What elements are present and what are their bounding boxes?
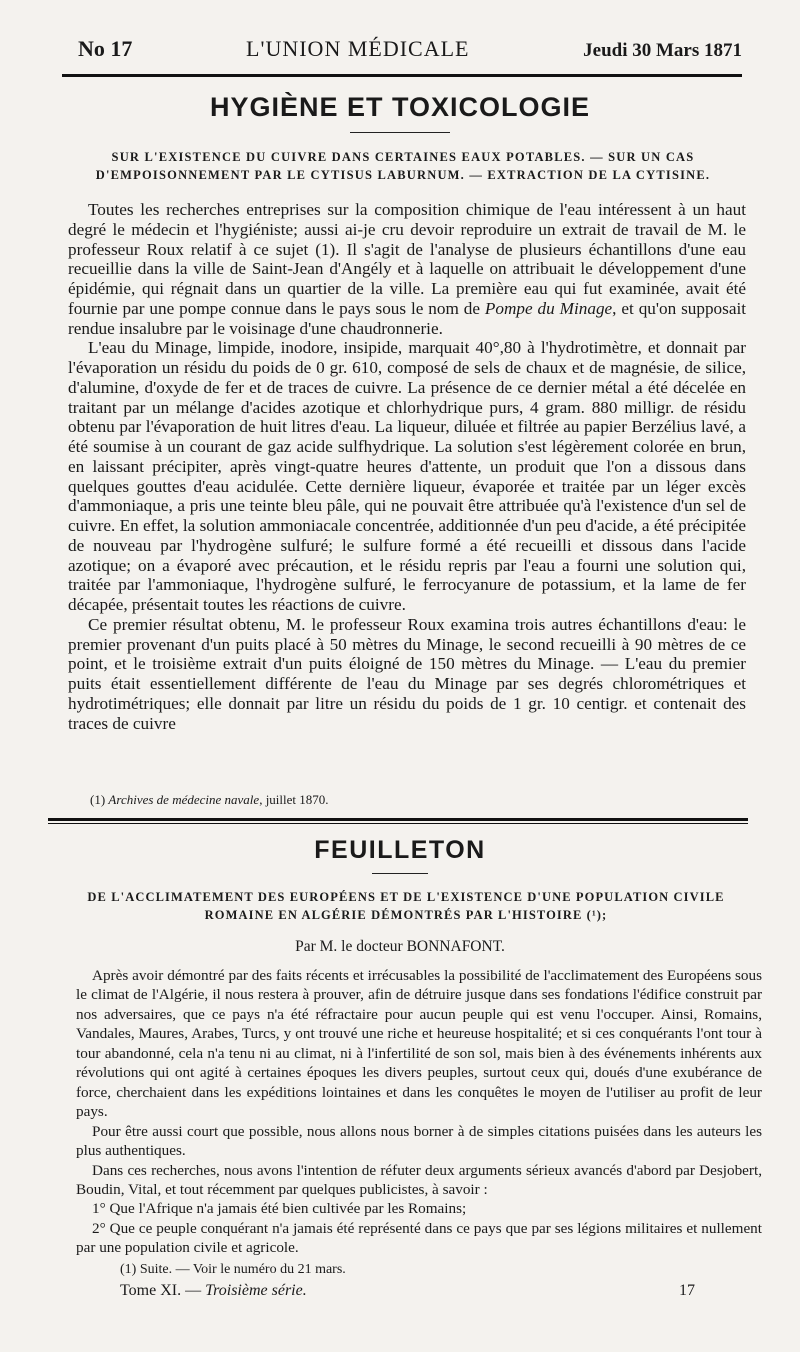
article-subtitle-line2: D'EMPOISONNEMENT PAR LE CYTISUS LABURNUM. — EXTRACTION DE LA CYTISINE. <box>95 168 711 182</box>
feuilleton-underline <box>372 873 428 874</box>
header-rule <box>62 74 742 77</box>
article-subtitle-line1: SUR L'EXISTENCE DU CUIVRE DANS CERTAINES EAUX POTABLES. — SUR UN CAS <box>111 150 695 164</box>
section-title: HYGIÈNE ET TOXICOLOGIE <box>209 92 591 122</box>
article-footnote: (1) Archives de médecine navale, juillet 1870. <box>90 792 329 807</box>
article-body <box>68 200 746 733</box>
feuilleton-author: Par M. le docteur BONNAFONT. <box>295 938 505 955</box>
page-header <box>78 36 742 62</box>
feuilleton-title: FEUILLETON <box>314 836 486 864</box>
section-divider <box>48 818 748 824</box>
title-underline <box>350 132 450 133</box>
article-paragraph-3: Ce premier résultat obtenu, M. le professeur Roux examina trois autres échantillons d'eau: le premier provenant d'un puits placé à 50 mètres du Minage, le second recueilli à 90 mètres de ce point, et le troisième extrait d'un puits éloigné de 150 mètres du Minage. — L'eau du premier puits était essentiellement différente de l'eau du Minage par ses degrés chlorométriques et hydrotimétriques; elle donnait par litre un résidu du poids de 1 gr. 10 centigr. et contenait des traces de cuivre <box>68 614 746 733</box>
feuilleton-subtitle-line2: ROMAINE EN ALGÉRIE DÉMONTRÉS PAR L'HISTOIRE (¹); <box>204 908 608 922</box>
page-number: 17 <box>679 1282 695 1299</box>
issue-date: Jeudi 30 Mars 1871 <box>583 40 742 61</box>
feuilleton-paragraph-2: Pour être aussi court que possible, nous allons nous borner à de simples citations puisées dans les auteurs les plus authentiques. <box>76 1122 762 1160</box>
journal-title: L'UNION MÉDICALE <box>246 36 470 61</box>
feuilleton-subtitle <box>60 888 752 924</box>
article-subtitle <box>60 148 746 184</box>
feuilleton-footnote: (1) Suite. — Voir le numéro du 21 mars. <box>120 1262 346 1277</box>
feuilleton-paragraph-1: Après avoir démontré par des faits récents et irrécusables la possibilité de l'acclimatement des Européens sous le climat de l'Algérie, il nous restera à prouver, afin de détruire jusque dans ses fondations l'édifice construit par nos adversaires, que ce pays n'a été réfractaire pour aucun peuple qui est venu l'occuper. Ainsi, Romains, Vandales, Maures, Arabes, Turcs, y ont trouvé une riche et heureuse hospitalité; et si ces conquérants l'ont tour à tour abandonné, cela n'a tenu ni au climat, ni à l'infertilité de son sol, mais bien à des événements inhérents aux révolutions qui ont agité à certaines époques les divers peuples, surtout ceux qui, doués d'une exubérance de force, cherchaient dans les expéditions lointaines et dans les conquêtes le moyen de l'utiliser au profit de leur pays. <box>76 967 762 1121</box>
page-footer <box>120 1282 695 1300</box>
feuilleton-item-1: 1° Que l'Afrique n'a jamais été bien cultivée par les Romains; <box>92 1200 467 1218</box>
feuilleton-subtitle-line1: DE L'ACCLIMATEMENT DES EUROPÉENS ET DE L'EXISTENCE D'UNE POPULATION CIVILE <box>87 890 725 904</box>
feuilleton-paragraph-3: Dans ces recherches, nous avons l'intention de réfuter deux arguments sérieux avancés d'abord par Desjobert, Boudin, Vital, et tout récemment par quelques publicistes, à savoir : <box>76 1161 762 1198</box>
feuilleton-item-2: 2° Que ce peuple conquérant n'a jamais été représenté dans ce pays que par ses légions militaires et nullement par une population civile et agricole. <box>76 1219 762 1257</box>
article-paragraph-1: Toutes les recherches entreprises sur la composition chimique de l'eau intéressent à un haut degré le médecin et l'hygiéniste; aussi ai-je cru devoir reproduire un extrait de travail de M. le professeur Roux relatif à ce sujet (1). Il s'agit de l'analyse de plusieurs échantillons d'une eau recueillie dans la ville de Saint-Jean d'Angély et à laquelle on attribuait le développement d'une épidémie, qui régnait dans un quartier de la ville. La première eau qui fut examinée, avait été fournie par une pompe connue dans le pays sous le nom de Pompe du Minage, et qu'on supposait rendue insalubre par le voisinage d'une chaudronnerie. <box>68 200 747 338</box>
article-paragraph-2: L'eau du Minage, limpide, inodore, insipide, marquait 40°,80 à l'hydrotimètre, et donnait par l'évaporation un résidu du poids de 0 gr. 610, composé de sels de chaux et de magnésie, de silice, d'alumine, d'oxyde de fer et de traces de cuivre. La présence de ce dernier métal a été décelée en traitant par un mélange d'acides azotique et chlorhydrique purs, 4 gram. 880 milligr. de résidu obtenu par l'évaporation de huit litres d'eau. La liqueur, diluée et filtrée au papier Berzélius lavé, a été soumise à un courant de gaz acide sulfhydrique. La solution s'est légèrement colorée en brun, en laissant précipiter, après vingt-quatre heures d'attente, un produit que l'on a dissous dans quelques gouttes d'eau acidulée. Cette dernière liqueur, évaporée et traitée par un léger excès d'ammoniaque, a pris une teinte bleu pâle, qui ne pouvait être attribuée qu'à l'existence d'un sel de cuivre. En effet, la solution ammoniacale concentrée, additionnée d'un peu d'acide, a été précipitée de nouveau par l'hydrogène sulfuré; le sulfure formé a été recueilli et dissous dans l'acide azotique; on a évaporé avec précaution, et le résidu repris par l'eau a fourni une solution qui, traitée par l'ammoniaque, l'hydrogène sulfuré, le ferrocyanure de potassium, et la lame de fer décapée, présentait toutes les réactions de cuivre. <box>68 338 746 614</box>
issue-number: No 17 <box>78 36 133 61</box>
feuilleton-body <box>76 966 762 1258</box>
tome-info: Tome XI. — Troisième série. <box>120 1282 307 1299</box>
